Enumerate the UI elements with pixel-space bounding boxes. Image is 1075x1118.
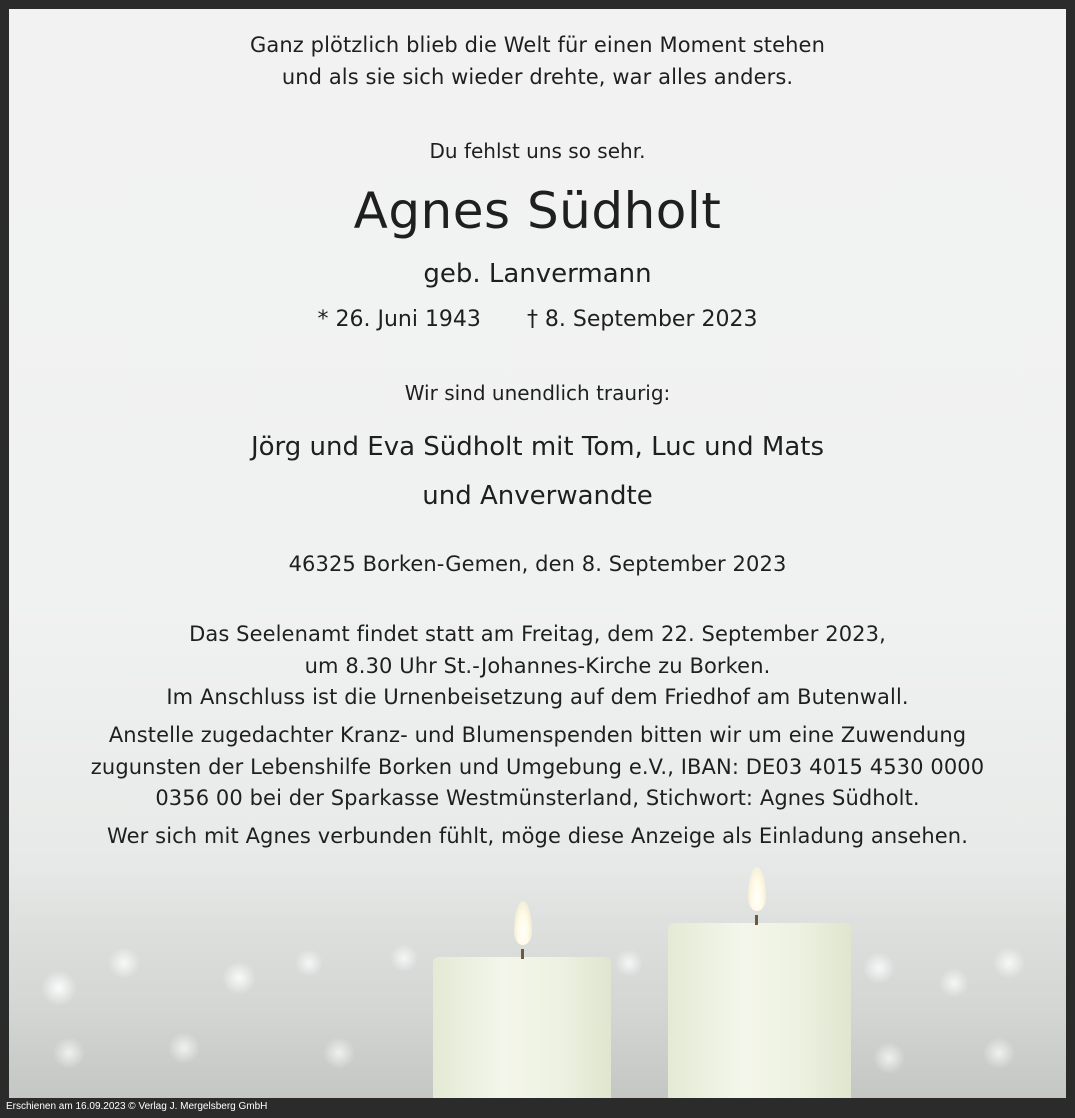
birth-date: * 26. Juni 1943 bbox=[317, 307, 481, 332]
deceased-name: Agnes Südholt bbox=[353, 182, 722, 240]
service-line-3: Im Anschluss ist die Urnenbeisetzung auf dem Friedhof am Butenwall. bbox=[166, 685, 909, 709]
donation-line-3: 0356 00 bei der Sparkasse Westmünsterland, Stichwort: Agnes Südholt. bbox=[155, 786, 920, 810]
obituary-card bbox=[9, 9, 1066, 1098]
right-candle-wick bbox=[755, 915, 758, 925]
motto-line-1: Ganz plötzlich blieb die Welt für einen Moment stehen bbox=[250, 33, 825, 57]
miss-line: Du fehlst uns so sehr. bbox=[429, 139, 646, 163]
donation-line-1: Anstelle zugedachter Kranz- und Blumenspenden bitten wir um eine Zuwendung bbox=[108, 723, 967, 747]
left-candle-image bbox=[433, 957, 611, 1098]
motto-line-2: und als sie sich wieder drehte, war alles anders. bbox=[281, 65, 794, 89]
service-line-1: Das Seelenamt findet statt am Freitag, dem 22. September 2023, bbox=[189, 622, 886, 646]
invitation-line: Wer sich mit Agnes verbunden fühlt, möge diese Anzeige als Einladung ansehen. bbox=[107, 824, 968, 848]
life-dates bbox=[9, 307, 1066, 332]
publication-footer bbox=[0, 1098, 1075, 1118]
death-date: † 8. September 2023 bbox=[526, 307, 758, 332]
maiden-name: geb. Lanvermann bbox=[423, 259, 652, 289]
right-candle-image bbox=[668, 923, 851, 1098]
left-candle-wick bbox=[521, 949, 524, 959]
mourners-line-2: und Anverwandte bbox=[422, 481, 653, 511]
donation-line-2: zugunsten der Lebenshilfe Borken und Umgebung e.V., IBAN: DE03 4015 4530 0000 bbox=[90, 755, 985, 779]
place-date: 46325 Borken-Gemen, den 8. September 2023 bbox=[288, 552, 787, 576]
mourning-line: Wir sind unendlich traurig: bbox=[404, 381, 671, 405]
service-line-2: um 8.30 Uhr St.-Johannes-Kirche zu Borken. bbox=[304, 654, 771, 678]
publication-note: Erschienen am 16.09.2023 © Verlag J. Mergelsberg GmbH bbox=[6, 1101, 268, 1112]
mourners-line-1: Jörg und Eva Südholt mit Tom, Luc und Mats bbox=[250, 432, 824, 462]
